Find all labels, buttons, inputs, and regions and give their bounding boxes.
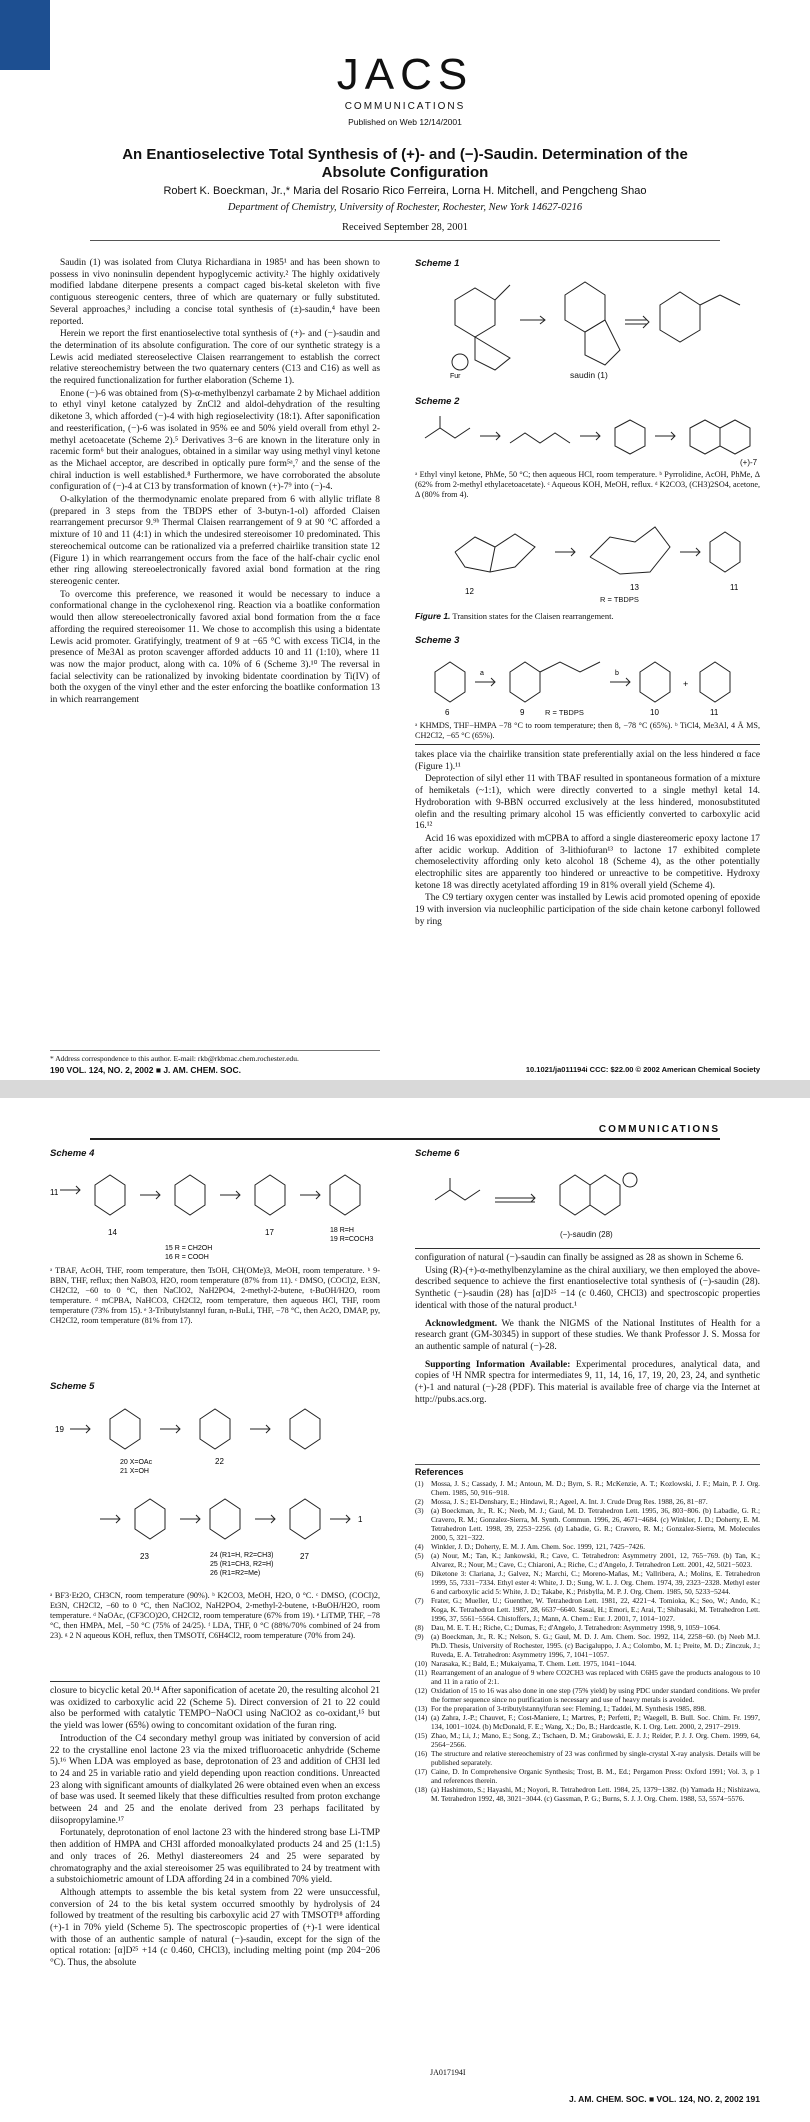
svg-text:23: 23 [140,1552,149,1561]
body-paragraph: Using (R)-(+)-α-methylbenzylamine as the chiral auxiliary, we then employed the above-described sequence to achieve the first enantioselective total synthesis of (−)-saudin (28). Synthetic (−)-saudin (28) has [α]D²⁵ −14 (c 0.460, CHCl3) and spectroscopic properties identical with those of the natural product.¹ [415,1265,760,1311]
scheme-3-caption: ᵃ KHMDS, THF−HMPA −78 °C to room temperature; then 8, −78 °C (65%). ᵇ TiCl4, Me3Al, 4 Å MS, CH2Cl2, −65 °C (65%). [415,721,760,740]
scheme-2-product: (+)-7 [740,458,758,467]
scheme-2-label: Scheme 2 [415,396,460,407]
svg-text:11: 11 [50,1188,59,1197]
scheme-1-structures [415,270,760,380]
reference-number: (18) [415,1785,428,1794]
reference-number: (9) [415,1632,424,1641]
scheme-2-caption: ᵃ Ethyl vinyl ketone, PhMe, 50 °C; then aqueous HCl, room temperature. ᵇ Pyrrolidine, AcOH, PhMe, Δ (62% from 2-methyl ethylacetoacetate). ᶜ Aqueous KOH, MeOH, reflux. ᵈ K2CO3, (CH3)2SO4, acetone, Δ (80% from 4). [415,470,760,499]
body-paragraph: Deprotection of silyl ether 11 with TBAF resulted in spontaneous formation of a mixture of hemiketals (~1:1), which were directly converted to a single methyl ketal 14. Hydroboration with 9-BBN occurred exclusively at the less hindered, monosubstituted olefin and the resulting primary alcohol 15 was efficiently converted to carboxylic acid 16.¹² [415,774,760,832]
svg-text:11: 11 [730,583,739,592]
figure-1-caption-label: Figure 1. [415,611,451,621]
reference-item [415,1686,760,1704]
reference-text: Winkler, J. D.; Doherty, E. M. J. Am. Chem. Soc. 1999, 121, 7425−7426. [431,1542,646,1551]
body-paragraph: closure to bicyclic ketal 20.¹⁴ After saponification of acetate 20, the resulting alcohol 21 was oxidized to carboxylic acid 22 (Scheme 5). Direct conversion of 21 to 22 could also be performed with catalytic TEMPO−NaOCl using NaClO2 as co-oxidant,¹⁵ but the yield was lower (65%) owing to concomitant oxidation of the furan ring. [50,1686,380,1732]
footnote: * Address correspondence to this author. E-mail: rkb@rkbmac.chem.rochester.edu. [50,1050,380,1063]
svg-text:10: 10 [650,708,659,717]
manuscript-code: JA017194I [430,2068,466,2077]
right-column [415,750,760,930]
left-column [50,1686,380,1971]
saudin-label: saudin (1) [570,370,608,380]
reference-text: Mossa, J. S.; Cassady, J. M.; Antoun, M. D.; Byrn, S. R.; McKenzie, A. T.; Kozlowski, J. F.; Main, P. J. Org. Chem. 1985, 50, 916−918. [431,1479,760,1497]
reference-number: (15) [415,1731,428,1740]
reference-item [415,1668,760,1686]
header-rule [90,240,720,241]
acknowledgment-heading: Acknowledgment. [425,1318,498,1329]
body-paragraph: The C9 tertiary oxygen center was installed by Lewis acid promoted opening of epoxide 19 with inversion via nucleophilic participation of the side chain ketone carbonyl followed by ring [415,893,760,927]
reference-text: For the preparation of 3-tributylstannylfuran see: Fleming, I.; Taddei, M. Synthesis 1985, 898. [431,1704,706,1713]
reference-number: (7) [415,1596,424,1605]
svg-text:18 R=H: 18 R=H [330,1227,354,1234]
reference-item [415,1749,760,1767]
svg-text:a: a [480,670,484,677]
supporting-info-text: Experimental procedures, analytical data, and copies of ¹H NMR spectra for intermediates 9, 11, 14, 16, 17, 19, 20, 23, 24, and synthetic (+)-1 and natural (−)-28 (PDF). This material is available free of charge via the Internet at http://pubs.acs.org. [415,1359,760,1405]
body-paragraph: Herein we report the first enantioselective total synthesis of (+)- and (−)-saudin and the determination of its absolute configuration. The core of our synthetic strategy is a Lewis acid mediated stereoselective Claisen rearrangement to establish the correct relative stereochemistry between the two quaternary centers (C13 and C16) as well as the required functionalization for further elaboration (Scheme 1). [50,329,380,387]
scheme-5-caption: ᵃ BF3·Et2O, CH3CN, room temperature (90%). ᵇ K2CO3, MeOH, H2O, 0 °C. ᶜ DMSO, (COCl)2, Et3N, CH2Cl2, −60 to 0 °C, then NaClO2, NaH2PO4, 2-methyl-2-butene, t-BuOH/H2O, room temperature. ᵈ NaOAc, (CF3CO)2O, CH2Cl2, room temperature (67% from 19). ᵉ LiTMP, THF, −78 °C, then HMPA, MeI, −50 °C (75% of 24/25). ᶠ LDA, THF, 0 °C (88%/70% combined of 24 from 23). ᵍ 2 N aqueous KOH, reflux, then TMSOTf, C6H4Cl2, room temperature (70% from 24). [50,1591,380,1640]
reference-item [415,1497,760,1506]
reference-item [415,1731,760,1749]
body-paragraph: Introduction of the C4 secondary methyl group was initiated by conversion of acid 22 to the crystalline enol lactone 23 via the mixed trifluoroacetic anhydride (Scheme 5).¹⁶ When LDA was employed as base, deprotonation of 23 and addition of CH3I led to 24 and 25 in variable ratio and yield depending upon reaction conditions. Unreacted 23 along with significant amounts of dialkylated 26 were obtained even when an excess of base was used. It seemed likely that these difficulties resulted from proton exchange between 24 and 25 and the enolate derived from 23 perhaps facilitated by diisopropylamine.¹⁷ [50,1733,380,1826]
body-paragraph: Acid 16 was epoxidized with mCPBA to afford a single diastereomeric epoxy lactone 17 after acidic workup. Addition of 3-lithiofuran¹³ to lactone 17 exhibited complete chemoselectivity affording only keto alcohol 18 (Scheme 4), as the other potentially electrophilic sites are apparently too hindered or unreactive to be competitive. Hydroxy ketone 18 was directly acetylated affording 19 in 81% overall yield (Scheme 4). [415,833,760,891]
scheme-2-structures [415,408,760,468]
svg-text:6: 6 [445,708,450,717]
svg-text:11: 11 [710,708,719,717]
reference-text: (a) Hashimoto, S.; Hayashi, M.; Noyori, R. Tetrahedron Lett. 1984, 25, 1379−1382. (b) Yamada H.; Nishizawa, M. Tetrahedron 1992, 48, 3021−3044. (c) Gassman, P. G.; Burns, S. J. J. Org. Chem. 1988, 53, 5574−5576. [431,1785,760,1803]
article-title: An Enantioselective Total Synthesis of (+)- and (−)-Saudin. Determination of the Absolute Configuration [122,146,688,181]
body-paragraph: Saudin (1) was isolated from Clutya Richardiana in 1985¹ and has been shown to possess in vivo noninsulin dependent hypoglycemic activity.² The highly oxidatively modified labdane diterpene presents a compact caged bis-ketal skeleton with five contiguous stereogenic centers, three of which are quaternary or fully substituted. Several approaches,³ including a concise total synthesis of (±)-saudin,⁴ have been reported. [50,258,380,327]
svg-text:27: 27 [300,1552,309,1561]
svg-text:1: 1 [358,1515,363,1524]
reference-text: Narasaka, K.; Bald, E.; Mukaiyama, T. Chem. Lett. 1975, 1041−1044. [431,1659,637,1668]
right-column [415,1253,760,1407]
reference-text: Rearrangement of an analogue of 9 where CO2CH3 was replaced with C6H5 gave the products analogous to 10 and 11 in a ratio of 2:1. [431,1668,760,1686]
affiliation: Department of Chemistry, University of Rochester, Rochester, New York 14627-0216 [227,202,583,213]
svg-text:24 (R1=H, R2=CH3): 24 (R1=H, R2=CH3) [210,1552,274,1559]
received-date: Received September 28, 2001 [342,222,468,233]
footer-right: 10.1021/ja011194i CCC: $22.00 © 2002 American Chemical Society [525,1065,760,1074]
svg-text:22: 22 [215,1457,224,1466]
reference-text: Dau, M. E. T. H.; Riche, C.; Dumas, F.; d'Angelo, J. Tetrahedron: Asymmetry 1998, 9, 1059−1064. [431,1623,721,1632]
body-paragraph: O-alkylation of the thermodynamic enolate prepared from 6 with allylic triflate 8 (prepared in 3 steps from the TBDPS ether of 3-butyn-1-ol) afforded Claisen rearrangement precursor 9.⁹ᵇ Thermal Claisen rearrangement of 9 at 90 °C afforded a mixture of 10 and 11 (4:1) in which the undesired stereoisomer 10 predominated. This stereochemical outcome can be rationalized via a preferred chairlike transition state 12 (Figure 1) in which rearrangement occurs from the face of the half-chair cyclic enol ether ring allowing stereoelectronically favored axial bond formation at the ring stereogenic center. [50,495,380,587]
reference-number: (16) [415,1749,428,1758]
scheme-3-structures [415,647,760,719]
reference-text: The structure and relative stereochemistry of 23 was confirmed by single-crystal X-ray analysis. Details will be published separately. [431,1749,760,1767]
reference-text: Mossa, J. S.; El-Denshary, E.; Hindawi, R.; Ageel, A. Int. J. Crude Drug Res. 1988, 26, 81−87. [431,1497,708,1506]
scheme-4-caption: ᵃ TBAF, AcOH, THF, room temperature, then TsOH, CH(OMe)3, MeOH, room temperature. ᵇ 9-BBN, THF, reflux; then NaBO3, H2O, room temperature (87% from 11). ᶜ DMSO, (COCl)2, Et3N, CH2Cl2, −60 to 0 °C, then NaClO2, NaH2PO4, 2-methyl-2-butene, t-BuOH/H2O, room temperature. ᵈ mCPBA, NaHCO3, CH2Cl2, room temperature, then aqueous HCl, THF, room temperature (73% from 15). ᵉ 3-Tributylstannyl furan, n-BuLi, THF, −78 °C, then Ac2O, DMAP, py, CH2Cl2, room temperature (81% from 17). [50,1266,380,1325]
reference-item [415,1479,760,1497]
scheme-divider [50,1681,380,1682]
figure-1-caption [415,611,760,621]
references-section [415,1464,760,1803]
scheme-4-label: Scheme 4 [50,1148,95,1159]
reference-text: Caine, D. In Comprehensive Organic Synthesis; Trost, B. M., Ed.; Pergamon Press: Oxford 1991; Vol. 3, p 1 and references therein. [431,1767,760,1785]
running-head: COMMUNICATIONS [598,1124,720,1135]
reference-number: (2) [415,1497,424,1506]
reference-text: Frater, G.; Mueller, U.; Guenther, W. Tetrahedron Lett. 1981, 22, 4221−4. Tomioka, K.; Seo, W.; Ando, K.; Koga, K. Tetrahedron Lett. 1987, 28, 6637−6640. Sasai, H.; Emori, E.; Arai, T.; Shibasaki, M. Tetrahedron Lett. 1996, 37, 5561−5564. Chistoffers, J.; Mann, A. Chem.: Eur. J. 2001, 7, 1014−1027. [431,1596,760,1623]
reference-number: (4) [415,1542,424,1551]
reference-item [415,1542,760,1551]
scheme-1-label: Scheme 1 [415,258,460,269]
reference-number: (8) [415,1623,424,1632]
scheme-5-structures [50,1394,380,1584]
svg-text:16 R = COOH: 16 R = COOH [165,1254,209,1260]
reference-number: (13) [415,1704,428,1713]
left-column [50,258,380,708]
reference-item [415,1713,760,1731]
svg-text:19: 19 [55,1425,64,1434]
body-paragraph: takes place via the chairlike transition state preferentially axial on the less hindered α face (Figure 1).¹¹ [415,750,760,772]
reference-item [415,1632,760,1659]
supporting-info-heading: Supporting Information Available: [425,1359,571,1370]
reference-text: (a) Nour, M.; Tan, K.; Jankowski, R.; Cave, C. Tetrahedron: Asymmetry 2001, 12, 765−769. (b) Tan, K.; Alvarez, R.; Nour, M.; Cave, C.; Chiaroni, A.; Riche, C.; d'Angelo, J. Tetrahedron Lett. 2001, 42, 5021−5023. [431,1551,760,1569]
publication-date: Published on Web 12/14/2001 [348,117,462,127]
scheme-3-r-group: R = TBDPS [545,708,584,717]
reference-text: (a) Boeckman, Jr., R. K.; Nelson, S. G.; Gaul, M. D. J. Am. Chem. Soc. 1992, 114, 2258−60. (b) Neeb M.J. Ph.D. Thesis, University of Rochester, 1995. (c) Bacigaluppo, J. A.; Colombo, M. I.; Preite, M. D.; Zinczuk, J.; Ruveda, E. A. Tetrahedron: Asymmetry 1996, 7, 1041−1057. [431,1632,760,1659]
reference-number: (1) [415,1479,424,1488]
svg-text:9: 9 [520,708,525,717]
supporting-info [415,1360,760,1407]
footer-right: J. AM. CHEM. SOC. ■ VOL. 124, NO. 2, 2002 191 [569,2094,760,2104]
running-head-rule [90,1138,720,1140]
references-heading: References [415,1464,760,1477]
reference-item [415,1659,760,1668]
scheme-6-product: (−)-saudin (28) [560,1230,613,1239]
acknowledgment [415,1319,760,1354]
scheme-5-label: Scheme 5 [50,1381,95,1392]
reference-item [415,1506,760,1542]
reference-text: Oxidation of 15 to 16 was also done in one step (75% yield) by using PDC under standard conditions. We prefer the former sequence since no purification is necessary and use of heavy metals is avoided. [431,1686,760,1704]
page-gap [0,1080,810,1098]
reference-number: (3) [415,1506,424,1515]
svg-text:+: + [683,679,689,689]
reference-number: (17) [415,1767,428,1776]
reference-text: Diketone 3: Clariana, J.; Galvez, N.; Marchi, C.; Moreno-Mañas, M.; Vallribera, A.; Molins, E. Tetrahedron 1999, 55, 7331−7334. Ethyl ester 4: White, J. D.; Sung, W. L. J. Org. Chem. 1974, 39, 2323−2328. Methyl ester 6 and carboxylic acid 5: White, J. D.; Takabe, K.; Prisbylla, M. P. J. Org. Chem. 1985, 50, 5233−5244. [431,1569,760,1596]
reference-number: (12) [415,1686,428,1695]
reference-item [415,1623,760,1632]
svg-text:19 R=COCH3: 19 R=COCH3 [330,1236,374,1243]
reference-item [415,1596,760,1623]
reference-item [415,1704,760,1713]
svg-text:12: 12 [465,587,474,596]
reference-text: (a) Zahra, J.-P.; Chauvet, F.; Cost-Maniere, I.; Martres, P.; Perfetti, P.; Waegell, B. Bull. Soc. Chim. Fr. 1997, 134, 1001−1024. (b) McDonald, F. E.; Wang, X.; Do, B.; Hardcastle, K. I. Org. Lett. 2000, 2, 2917−2919. [431,1713,760,1731]
reference-text: Zhao, M.; Li, J.; Mano, E.; Song, Z.; Tschaen, D. M.; Grabowski, E. J. J.; Reider, P. J. J. Org. Chem. 1999, 64, 2564−2566. [431,1731,760,1749]
acknowledgment-text: We thank the NIGMS of the National Institutes of Health for a research grant (GM-30345) in support of these studies. We thank Professor J. S. Mossa for an authentic sample of natural (−)-28. [415,1318,760,1352]
body-paragraph: To overcome this preference, we reasoned it would be necessary to induce a conformational change in the cyclohexenol ring. Reaction via a boatlike conformation would then allow stereoelectronically favored axial bond formation from the α face affording the required stereoisomer 11. We chose to accomplish this using a bidentate Lewis acid promoter. Gratifyingly, treatment of 9 at −65 °C with excess TiCl4, in the presence of Me3Al as proton scavenger afforded adducts 10 and 11 (1:10), where 11 was now the major product, along with ca. 10% of 6 (Scheme 3).¹⁰ The reversal in facial selectivity can be rationalized by invoking bidentate coordination by Ti(IV) of both the oxygen of the vinyl ether and the ester enforcing the boatlike conformation 13 in which rearrangement [50,589,380,706]
figure-1-r-group: R = TBDPS [600,595,639,604]
reference-number: (6) [415,1569,424,1578]
reference-item [415,1569,760,1596]
svg-text:14: 14 [108,1228,117,1237]
svg-text:26 (R1=R2=Me): 26 (R1=R2=Me) [210,1570,261,1577]
svg-text:b: b [615,670,619,677]
scheme-divider [415,1248,760,1249]
reference-number: (10) [415,1659,428,1668]
scheme-4-structures [50,1160,380,1260]
figure-1-caption-text: Transition states for the Claisen rearrangement. [452,611,614,621]
svg-text:25 (R1=CH3, R2=H): 25 (R1=CH3, R2=H) [210,1561,274,1568]
reference-text: (a) Boeckman, Jr., R. K.; Neeb, M. J.; Gaul, M. D. Tetrahedron Lett. 1995, 36, 803−806. (b) Labadie, G. R.; Cravero, R. M.; Gonzalez-Sierra, M. Synth. Commun. 1996, 26, 4671−4684. (c) Winkler, J. D.; Doherty, E. M. Tetrahedron Lett. 1998, 39, 2253−2256. (d) Labadie, G. R.; Cravero, R. M.; Gonzalez-Sierra, M. Molecules 2000, 5, 321−322. [431,1506,760,1542]
reference-number: (11) [415,1668,427,1677]
svg-text:15 R = CH2OH: 15 R = CH2OH [165,1245,213,1252]
journal-logo: JACS [336,50,474,99]
figure-1-transition-states [415,512,760,602]
reference-item [415,1785,760,1803]
reference-item [415,1551,760,1569]
body-paragraph: Although attempts to assemble the bis ketal system from 22 were unsuccessful, conversion of 24 to the bis ketal system occurred smoothly by hydrolysis of 24 followed by treatment of the resulting bis carboxylic acid 27 with TMSOTf¹⁸ affording (+)-1 in 70% yield (Scheme 5). The spectroscopic properties of (+)-1 were identical with those of an authentic sample of natural (−)-saudin, except for the sign of the optical rotation: [α]D²⁵ +14 (c 0.460, CHCl3), including melting point (mp 204−206 °C). Thus, the absolute [50,1887,380,1969]
scheme-6-label: Scheme 6 [415,1148,460,1159]
scheme-3-label: Scheme 3 [415,635,460,646]
footer-left: 190 VOL. 124, NO. 2, 2002 ■ J. AM. CHEM. SOC. [50,1065,241,1075]
reference-number: (14) [415,1713,428,1722]
svg-text:Fur: Fur [450,373,461,380]
body-paragraph: configuration of natural (−)-saudin can finally be assigned as 28 as shown in Scheme 6. [415,1253,744,1263]
svg-text:20 X=OAc: 20 X=OAc [120,1459,153,1466]
reference-item [415,1767,760,1785]
svg-text:13: 13 [630,583,639,592]
body-paragraph: Enone (−)-6 was obtained from (S)-α-methylbenzyl carbamate 2 by Michael addition to ethyl vinyl ketone catalyzed by ZnCl2 and aldol-dehydration of the resulting diketone 3, which afforded (−)-4 with high regioselectivity (18:1). After saponification and reesterification, (−)-6 was isolated in 95% ee and 50% yield overall from ethyl 2-methyl acetoacetate (Scheme 2).⁵ Derivatives 3−6 are known in the literature only in racemic form⁶ but their analogues, obtained in a similar way using methyl vinyl ketone as the Michael acceptor, are described in optically pure form⁵ᵃ,⁷ and the sense of the chiral induction is well established.⁸ Furthermore, we have corroborated the absolute configuration of (−)-4 at C13 by transformation of known (+)-7⁹ into (−)-4. [50,388,380,493]
journal-section-label: COMMUNICATIONS [344,101,466,112]
author-list: Robert K. Boeckman, Jr.,* Maria del Rosario Rico Ferreira, Lorna H. Mitchell, and Pengcheng Shao [163,185,647,197]
page-191 [0,1098,810,2122]
reference-number: (5) [415,1551,424,1560]
svg-text:21 X=OH: 21 X=OH [120,1468,149,1475]
body-paragraph: Fortunately, deprotonation of enol lactone 23 with the hindered strong base Li-TMP then addition of HMPA and CH3I afforded monoalkylated products 24 and 25 (1:1.5) and only traces of 26. Methyl diastereomers 24 and 25 were separated by chromatography and the axial stereoisomer 25 was equilibrated to 24 by treatment with a substoichiometric amount of LDA affording 24 in a combined 70% yield. [50,1828,380,1886]
scheme-divider [415,744,760,745]
svg-text:17: 17 [265,1228,274,1237]
